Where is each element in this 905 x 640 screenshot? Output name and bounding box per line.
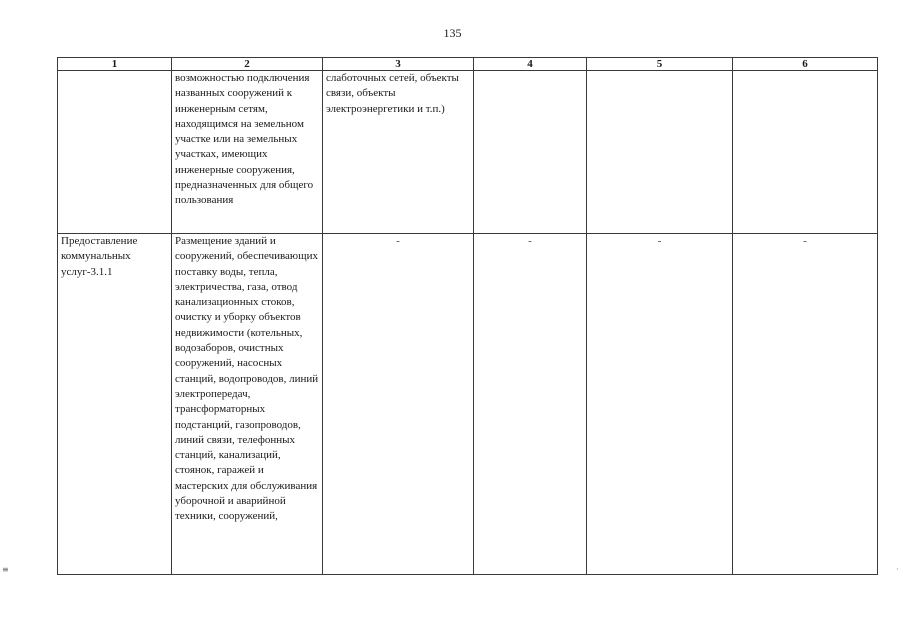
cell-column-6 [733,71,878,234]
column-header-6: 6 [733,58,878,71]
cell-column-5: - [587,234,733,575]
table-row [58,71,878,234]
column-header-3: 3 [323,58,474,71]
land-use-table [57,57,878,575]
cell-column-5 [587,71,733,234]
cell-column-3: - [323,234,474,575]
cell-column-4: - [474,234,587,575]
page-number: 135 [443,26,462,40]
cell-land-use-type: Предоставление коммунальных услуг-3.1.1 [58,234,172,575]
column-header-4: 4 [474,58,587,71]
cell-description: возможностью подключения названных сооружений к инженерным сетям, находящимся на земельном участке или на земельных участках, имеющих инженерные сооружения, предназначенных для общего пользования [172,71,323,234]
cell-column-3: слаботочных сетей, объекты связи, объекты электроэнергетики и т.п.) [323,71,474,234]
table-header-row [58,58,878,71]
cell-land-use-type [58,71,172,234]
cell-column-6: - [733,234,878,575]
table-row [58,234,878,575]
scan-margin-mark-left: ≡ [2,565,9,574]
scan-margin-mark-right: · [896,565,899,574]
cell-description: Размещение зданий и сооружений, обеспечивающих поставку воды, тепла, электричества, газа, отвод канализационных стоков, очистку и уборку объектов недвижимости (котельных, водозаборов, очистных сооружений, насосных станций, водопроводов, линий электропередач, трансформаторных подстанций, газопроводов, линий связи, телефонных станций, канализаций, стоянок, гаражей и мастерских для обслуживания уборочной и аварийной техники, сооружений, [172,234,323,575]
column-header-5: 5 [587,58,733,71]
column-header-1: 1 [58,58,172,71]
cell-column-4 [474,71,587,234]
column-header-2: 2 [172,58,323,71]
